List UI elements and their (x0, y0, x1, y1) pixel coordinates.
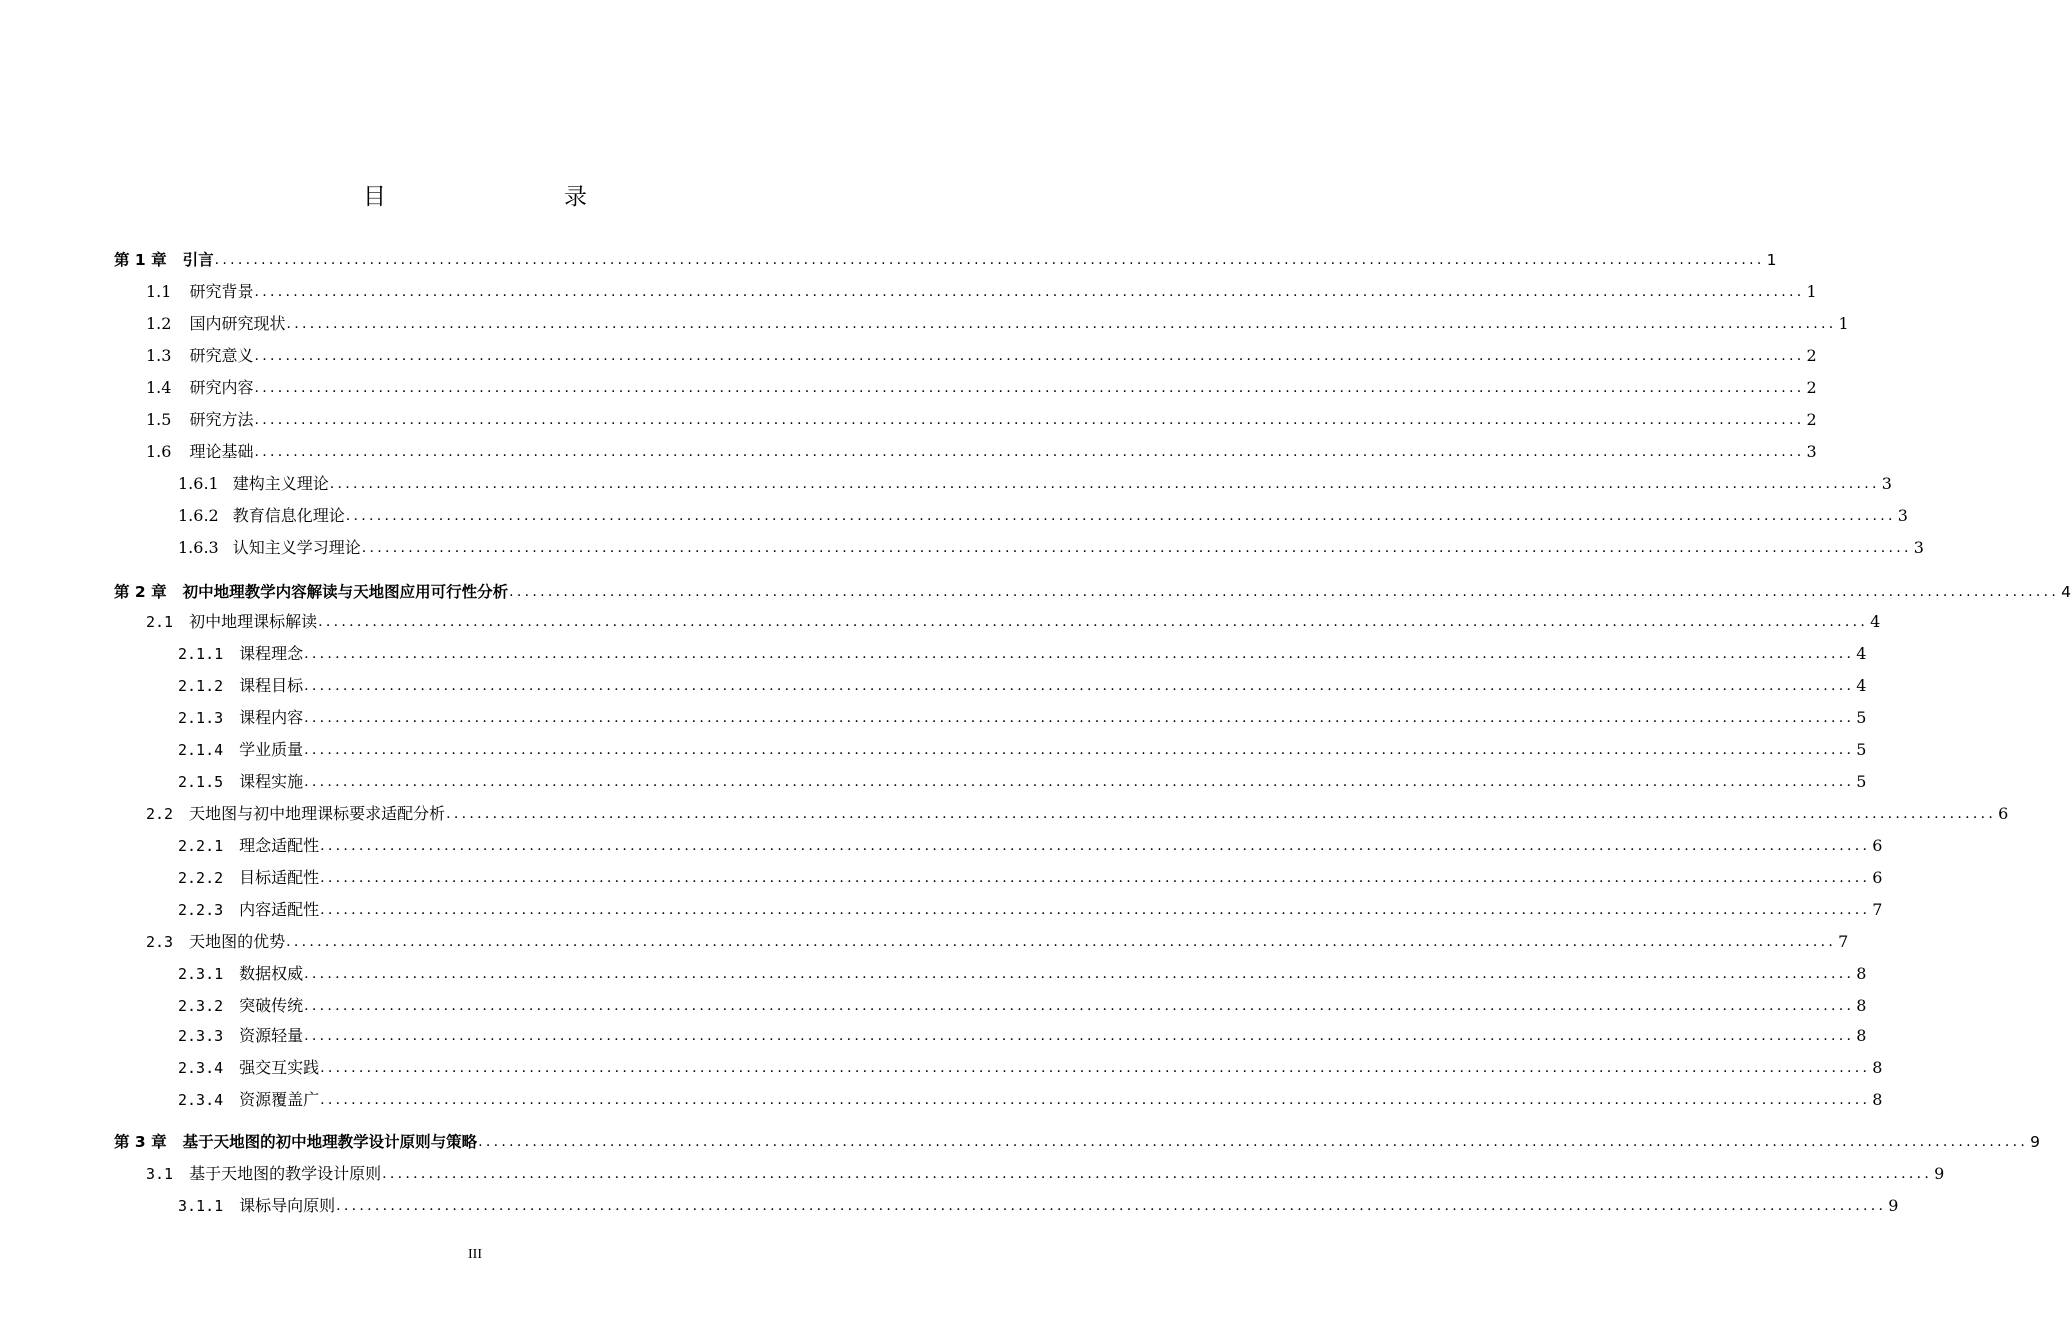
toc-entry-page: 8 (1872, 1058, 1883, 1077)
toc-leader-dots: ........................................................................................................................................................................................................ (254, 444, 1805, 460)
toc-entry[interactable] (0, 1086, 1883, 1110)
toc-entry[interactable] (0, 896, 1883, 920)
toc-entry-title: 初中地理课标解读 (189, 612, 318, 631)
toc-entry-number: 2.2.2 (178, 869, 224, 887)
toc-entry[interactable] (0, 608, 1881, 632)
page-number-footer: III (468, 1247, 482, 1262)
toc-entry-title: 目标适配性 (239, 868, 320, 887)
toc-leader-dots: ........................................................................................................................................................................................................ (320, 1060, 1871, 1076)
toc-entry-page: 8 (1856, 964, 1867, 983)
toc-entry[interactable] (0, 1022, 1867, 1046)
toc-entry[interactable] (0, 1128, 2041, 1152)
toc-leader-dots: ........................................................................................................................................................................................................ (478, 1134, 2029, 1150)
toc-leader-dots: ........................................................................................................................................................................................................ (304, 998, 1855, 1014)
toc-entry-page: 2 (1806, 378, 1817, 397)
toc-leader-dots: ........................................................................................................................................................................................................ (304, 1028, 1855, 1044)
toc-entry-title: 研究内容 (189, 378, 254, 397)
toc-entry[interactable] (0, 672, 1867, 696)
toc-entry-title: 研究意义 (189, 346, 254, 365)
toc-entry-page: 7 (1838, 932, 1849, 951)
toc-entry-number: 2.1.4 (178, 741, 224, 759)
toc-entry-number: 1.6.3 (178, 538, 219, 557)
toc-leader-dots: ........................................................................................................................................................................................................ (286, 316, 1837, 332)
toc-leader-dots: ........................................................................................................................................................................................................ (509, 584, 2060, 600)
toc-entry-number: 2.3.2 (178, 997, 224, 1015)
toc-entry-number: 2.2.1 (178, 837, 224, 855)
toc-entry-title: 引言 (182, 251, 214, 269)
toc-entry-number: 2.1.1 (178, 645, 224, 663)
toc-leader-dots: ........................................................................................................................................................................................................ (320, 838, 1871, 854)
toc-entry-page: 3 (1881, 474, 1892, 493)
toc-entry-page: 5 (1856, 740, 1867, 759)
toc-entry[interactable] (0, 1192, 1899, 1216)
toc-entry-number: 3.1 (146, 1165, 174, 1183)
toc-entry-title: 课程实施 (239, 772, 304, 791)
toc-leader-dots: ........................................................................................................................................................................................................ (304, 678, 1855, 694)
toc-entry[interactable] (0, 832, 1883, 856)
toc-entry-page: 4 (1856, 676, 1867, 695)
toc-entry-title: 数据权威 (239, 964, 304, 983)
toc-entry-number: 2.2 (146, 805, 174, 823)
toc-entry-title: 国内研究现状 (189, 314, 286, 333)
toc-entry-number: 第 1 章 (114, 251, 167, 269)
toc-leader-dots: ........................................................................................................................................................................................................ (214, 252, 1765, 268)
toc-entry-page: 7 (1872, 900, 1883, 919)
toc-leader-dots: ........................................................................................................................................................................................................ (320, 902, 1871, 918)
toc-entry-page: 5 (1856, 772, 1867, 791)
toc-entry-title: 认知主义学习理论 (232, 538, 361, 557)
toc-entry-title: 基于天地图的初中地理教学设计原则与策略 (182, 1133, 478, 1151)
toc-entry[interactable] (0, 502, 1908, 526)
toc-entry-number: 3.1.1 (178, 1197, 224, 1215)
toc-leader-dots: ........................................................................................................................................................................................................ (361, 540, 1912, 556)
toc-entry-page: 2 (1806, 410, 1817, 429)
toc-leader-dots: ........................................................................................................................................................................................................ (304, 774, 1855, 790)
page-title: 目 录 (363, 184, 631, 210)
toc-leader-dots: ........................................................................................................................................................................................................ (286, 934, 1837, 950)
toc-entry-number: 2.3 (146, 933, 174, 951)
toc-entry-number: 1.6.1 (178, 474, 219, 493)
toc-leader-dots: ........................................................................................................................................................................................................ (254, 348, 1805, 364)
toc-entry-page: 9 (1934, 1164, 1945, 1183)
toc-entry[interactable] (0, 1160, 1945, 1184)
toc-leader-dots: ........................................................................................................................................................................................................ (304, 646, 1855, 662)
toc-entry-title: 建构主义理论 (232, 474, 329, 493)
toc-entry-page: 4 (1856, 644, 1867, 663)
toc-entry-page: 1 (1766, 251, 1777, 269)
toc-entry-title: 理念适配性 (239, 836, 320, 855)
toc-entry[interactable] (0, 768, 1867, 792)
toc-leader-dots: ........................................................................................................................................................................................................ (254, 380, 1805, 396)
toc-entry[interactable] (0, 438, 1817, 462)
toc-entry[interactable] (0, 406, 1817, 430)
toc-entry-number: 第 3 章 (114, 1133, 167, 1151)
toc-entry-number: 2.1.3 (178, 709, 224, 727)
toc-entry-title: 初中地理教学内容解读与天地图应用可行性分析 (182, 583, 509, 601)
toc-entry-number: 2.1.2 (178, 677, 224, 695)
toc-entry-title: 基于天地图的教学设计原则 (189, 1164, 382, 1183)
toc-leader-dots: ........................................................................................................................................................................................................ (254, 412, 1805, 428)
toc-entry-number: 2.1 (146, 613, 174, 631)
toc-entry[interactable] (0, 736, 1867, 760)
toc-entry-title: 研究方法 (189, 410, 254, 429)
toc-entry-page: 6 (1998, 804, 2009, 823)
toc-entry-page: 9 (1888, 1196, 1899, 1215)
toc-entry-number: 2.1.5 (178, 773, 224, 791)
toc-entry[interactable] (0, 578, 2071, 602)
toc-entry-number: 2.3.4 (178, 1091, 224, 1109)
toc-entry-number: 2.3.3 (178, 1027, 224, 1045)
toc-entry-number: 2.3.1 (178, 965, 224, 983)
toc-entry-title: 天地图的优势 (189, 932, 286, 951)
toc-leader-dots: ........................................................................................................................................................................................................ (254, 284, 1805, 300)
toc-entry-page: 5 (1856, 708, 1867, 727)
toc-entry[interactable] (0, 534, 1924, 558)
toc-entry-page: 1 (1838, 314, 1849, 333)
toc-entry-number: 第 2 章 (114, 583, 167, 601)
toc-entry[interactable] (0, 246, 1777, 270)
toc-entry-page: 9 (2030, 1133, 2041, 1151)
toc-leader-dots: ........................................................................................................................................................................................................ (304, 710, 1855, 726)
toc-entry-title: 强交互实践 (239, 1058, 320, 1077)
toc-entry-page: 3 (1806, 442, 1817, 461)
toc-entry-page: 8 (1872, 1090, 1883, 1109)
toc-entry-title: 理论基础 (189, 442, 254, 461)
toc-entry-title: 研究背景 (189, 282, 254, 301)
toc-entry-page: 4 (1870, 612, 1881, 631)
toc-entry-page: 6 (1872, 868, 1883, 887)
toc-entry-page: 6 (1872, 836, 1883, 855)
toc-leader-dots: ........................................................................................................................................................................................................ (320, 870, 1871, 886)
toc-entry-number: 1.1 (146, 282, 172, 301)
toc-leader-dots: ........................................................................................................................................................................................................ (304, 742, 1855, 758)
toc-entry-title: 课程内容 (239, 708, 304, 727)
toc-entry[interactable] (0, 1054, 1883, 1078)
toc-leader-dots: ........................................................................................................................................................................................................ (304, 966, 1855, 982)
toc-entry[interactable] (0, 640, 1867, 664)
toc-entry-title: 课程理念 (239, 644, 304, 663)
toc-entry[interactable] (0, 374, 1817, 398)
toc-entry-page: 2 (1806, 346, 1817, 365)
toc-entry[interactable] (0, 928, 1849, 952)
toc-entry[interactable] (0, 310, 1849, 334)
toc-entry-title: 内容适配性 (239, 900, 320, 919)
toc-leader-dots: ........................................................................................................................................................................................................ (345, 508, 1896, 524)
toc-entry-page: 8 (1856, 1026, 1867, 1045)
toc-entry-page: 1 (1806, 282, 1817, 301)
toc-leader-dots: ........................................................................................................................................................................................................ (336, 1198, 1887, 1214)
toc-leader-dots: ........................................................................................................................................................................................................ (446, 806, 1997, 822)
toc-entry[interactable] (0, 992, 1867, 1016)
toc-leader-dots: ........................................................................................................................................................................................................ (320, 1092, 1871, 1108)
toc-entry[interactable] (0, 960, 1867, 984)
toc-entry-title: 天地图与初中地理课标要求适配分析 (189, 804, 446, 823)
toc-entry-title: 资源轻量 (239, 1026, 304, 1045)
toc-entry-title: 资源覆盖广 (239, 1090, 320, 1109)
toc-leader-dots: ........................................................................................................................................................................................................ (329, 476, 1880, 492)
toc-entry-number: 1.6.2 (178, 506, 219, 525)
toc-entry-page: 3 (1897, 506, 1908, 525)
toc-entry[interactable] (0, 342, 1817, 366)
toc-entry[interactable] (0, 704, 1867, 728)
toc-entry[interactable] (0, 278, 1817, 302)
toc-entry-number: 1.5 (146, 410, 172, 429)
toc-entry-number: 1.3 (146, 346, 172, 365)
toc-entry[interactable] (0, 800, 2009, 824)
toc-entry-page: 3 (1913, 538, 1924, 557)
toc-entry-title: 课程目标 (239, 676, 304, 695)
toc-entry-page: 8 (1856, 996, 1867, 1015)
toc-entry-title: 课标导向原则 (239, 1196, 336, 1215)
toc-leader-dots: ........................................................................................................................................................................................................ (318, 614, 1869, 630)
toc-entry[interactable] (0, 470, 1892, 494)
toc-entry-number: 1.6 (146, 442, 172, 461)
toc-entry-number: 2.3.4 (178, 1059, 224, 1077)
toc-entry-page: 4 (2061, 583, 2071, 601)
toc-entry-number: 1.4 (146, 378, 172, 397)
toc-entry[interactable] (0, 864, 1883, 888)
toc-entry-number: 1.2 (146, 314, 172, 333)
toc-leader-dots: ........................................................................................................................................................................................................ (382, 1166, 1933, 1182)
toc-entry-title: 教育信息化理论 (232, 506, 345, 525)
toc-entry-title: 突破传统 (239, 996, 304, 1015)
toc-entry-number: 2.2.3 (178, 901, 224, 919)
toc-entry-title: 学业质量 (239, 740, 304, 759)
